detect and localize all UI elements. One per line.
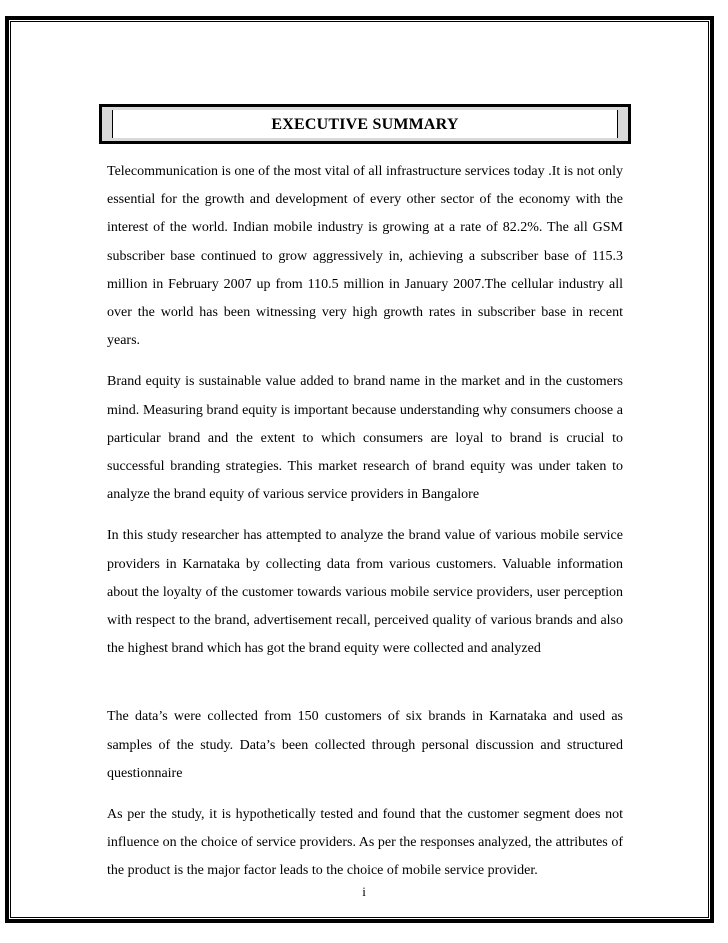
- paragraph-spacer: [107, 788, 623, 801]
- title-box: [99, 104, 631, 144]
- paragraph-study-scope: In this study researcher has attempted to analyze the brand value of various mobile service providers in Karnataka by collecting data from various customers. Valuable information about the loyalty of the customer towards various mobile service providers, user perception with respect to the brand, advertisement recall, perceived quality of various brands and also the highest brand which has got the brand equity were collected and analyzed: [107, 528, 623, 657]
- page-number: i: [362, 884, 366, 899]
- paragraph-brand-equity: Brand equity is sustainable value added to brand name in the market and in the customers mind. Measuring brand equity is important because understanding why consumers choose a particular brand and the extent to which consumers are loyal to brand is crucial to successful branding strategies. This market research of brand equity was under taken to analyze the brand equity of various service providers in Bangalore: [107, 374, 623, 503]
- paragraph-spacer: [107, 355, 623, 368]
- paragraph-data-collection: The data’s were collected from 150 customers of six brands in Karnataka and used as samples of the study. Data’s been collected through personal discussion and structured questionnaire: [107, 709, 623, 781]
- title-box-inner: [112, 110, 618, 138]
- paragraph-findings: As per the study, it is hypothetically tested and found that the customer segment does not influence on the choice of service providers. As per the responses analyzed, the attributes of the product is the major factor leads to the choice of mobile service provider.: [107, 807, 623, 879]
- summary-body: [107, 158, 623, 886]
- paragraph-spacer: [107, 509, 623, 522]
- page-title: EXECUTIVE SUMMARY: [271, 116, 459, 133]
- paragraph-spacer: [107, 663, 623, 703]
- paragraph-telecom-overview: Telecommunication is one of the most vital of all infrastructure services today .It is not only essential for the growth and development of every other sector of the economy with the interest of the world. Indian mobile industry is growing at a rate of 82.2%. The all GSM subscriber base continued to grow aggressively in, achieving a subscriber base of 115.3 million in February 2007 up from 110.5 million in January 2007.The cellular industry all over the world has been witnessing very high growth rates in subscriber base in recent years.: [107, 164, 623, 349]
